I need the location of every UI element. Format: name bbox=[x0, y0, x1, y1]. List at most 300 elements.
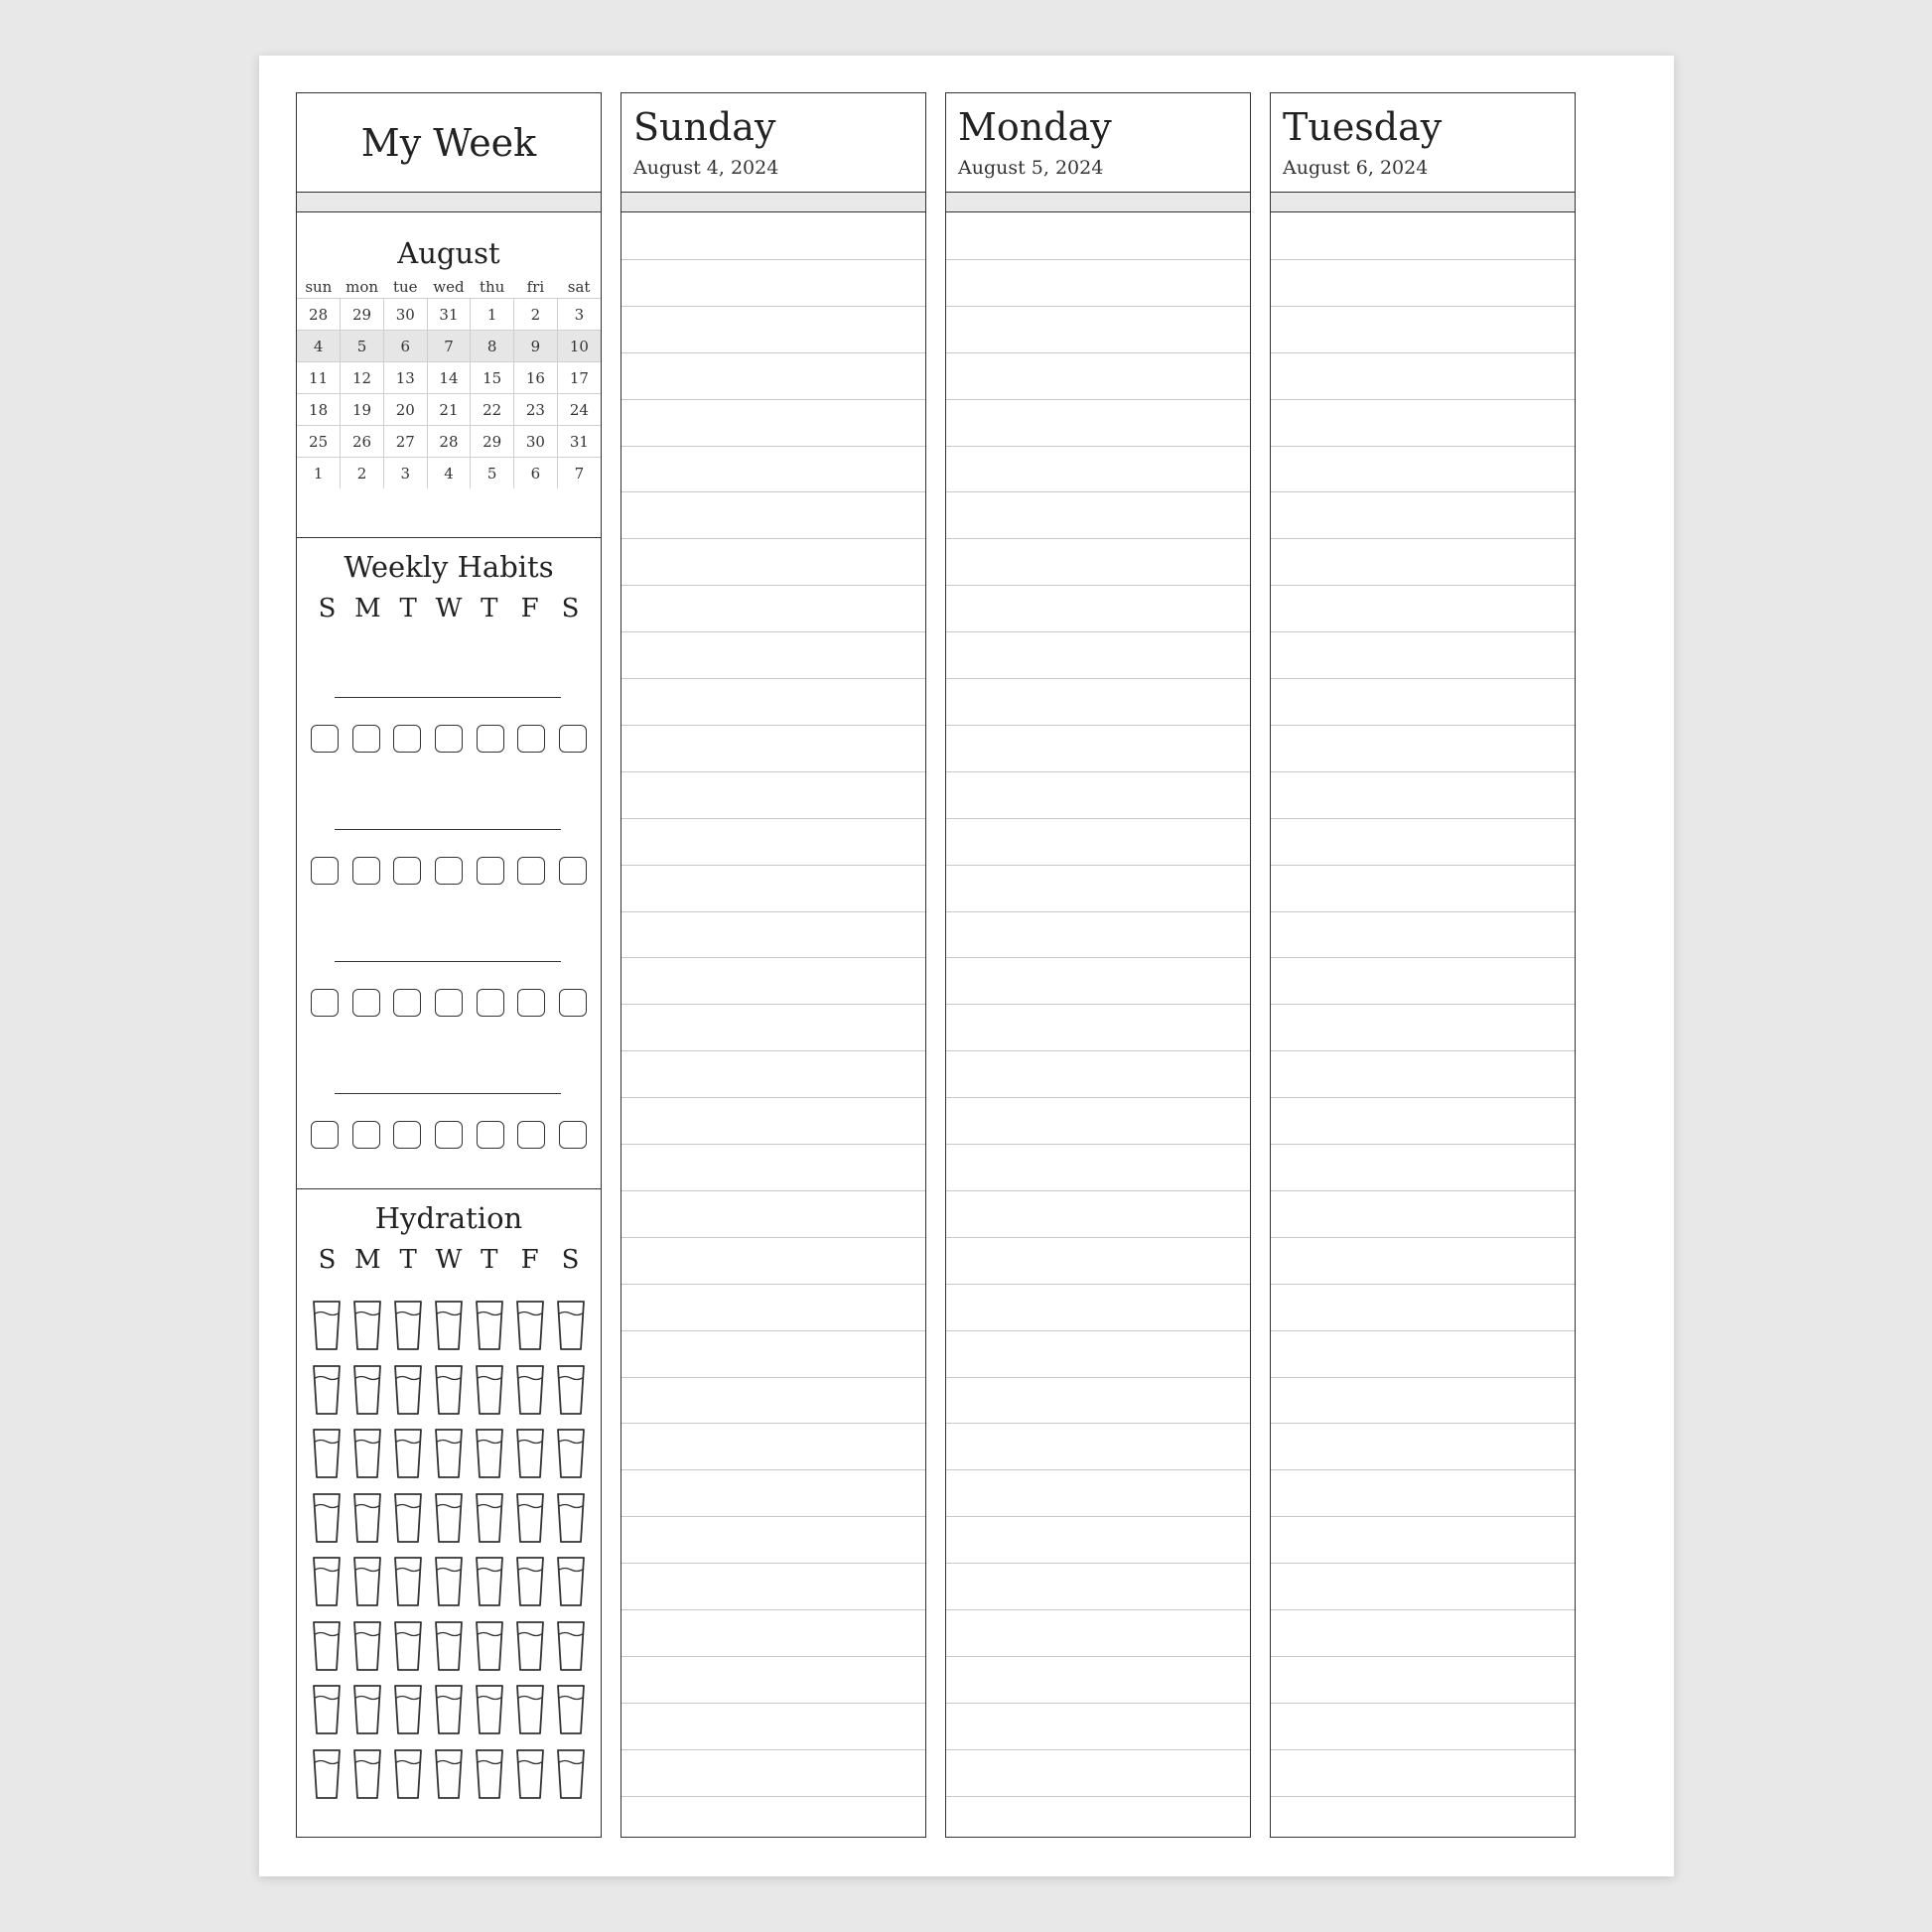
day-header bbox=[946, 93, 1250, 193]
writing-line bbox=[621, 865, 925, 866]
writing-line bbox=[621, 399, 925, 400]
hydration-glass-row bbox=[311, 1684, 587, 1735]
calendar-day: 24 bbox=[557, 394, 601, 426]
writing-line bbox=[946, 678, 1250, 679]
habit-checkbox-row bbox=[311, 989, 587, 1017]
writing-line bbox=[946, 1097, 1250, 1098]
day-name: Tuesday bbox=[1283, 105, 1443, 149]
writing-line bbox=[1271, 1330, 1575, 1331]
writing-line bbox=[946, 399, 1250, 400]
hydration-glass-row bbox=[311, 1300, 587, 1351]
calendar-week-row bbox=[297, 426, 601, 458]
writing-line bbox=[1271, 1284, 1575, 1285]
sidebar-column bbox=[296, 92, 602, 1838]
writing-line bbox=[1271, 678, 1575, 679]
calendar-day: 30 bbox=[383, 299, 427, 331]
habit-checkbox[interactable] bbox=[517, 1121, 545, 1149]
writing-line bbox=[946, 538, 1250, 539]
header-strip bbox=[297, 193, 601, 212]
writing-line bbox=[1271, 957, 1575, 958]
header-strip bbox=[946, 193, 1250, 212]
writing-line bbox=[1271, 1563, 1575, 1564]
calendar-day: 29 bbox=[471, 426, 514, 458]
writing-line bbox=[946, 1469, 1250, 1470]
day-name: Sunday bbox=[633, 105, 776, 149]
water-glass-icon[interactable] bbox=[392, 1684, 424, 1735]
habit-checkbox[interactable] bbox=[352, 989, 380, 1017]
water-glass-icon[interactable] bbox=[351, 1364, 383, 1416]
calendar-week-row bbox=[297, 394, 601, 426]
writing-line bbox=[1271, 865, 1575, 866]
calendar-day: 6 bbox=[514, 458, 558, 489]
writing-line bbox=[621, 1190, 925, 1191]
calendar-day: 20 bbox=[383, 394, 427, 426]
writing-line bbox=[946, 818, 1250, 819]
writing-line bbox=[946, 957, 1250, 958]
calendar-weekday: thu bbox=[479, 278, 505, 296]
water-glass-icon[interactable] bbox=[392, 1748, 424, 1800]
habit-checkbox[interactable] bbox=[352, 1121, 380, 1149]
writing-line bbox=[1271, 1749, 1575, 1750]
water-glass-icon[interactable] bbox=[392, 1492, 424, 1544]
water-glass-icon[interactable] bbox=[514, 1556, 546, 1607]
writing-line bbox=[946, 1330, 1250, 1331]
day-column-monday bbox=[945, 92, 1251, 1838]
habit-checkbox[interactable] bbox=[517, 857, 545, 885]
writing-line bbox=[946, 1377, 1250, 1378]
water-glass-icon[interactable] bbox=[433, 1364, 465, 1416]
day-name: Monday bbox=[958, 105, 1112, 149]
hydration-glass-row bbox=[311, 1428, 587, 1479]
water-glass-icon[interactable] bbox=[433, 1620, 465, 1672]
calendar-weekday: wed bbox=[433, 278, 465, 296]
water-glass-icon[interactable] bbox=[514, 1684, 546, 1735]
writing-line bbox=[946, 259, 1250, 260]
calendar-day: 5 bbox=[341, 331, 384, 362]
hydration-glass-row bbox=[311, 1492, 587, 1544]
writing-line bbox=[946, 446, 1250, 447]
water-glass-icon[interactable] bbox=[433, 1428, 465, 1479]
writing-line bbox=[621, 446, 925, 447]
water-glass-icon[interactable] bbox=[474, 1492, 505, 1544]
day-date: August 4, 2024 bbox=[633, 157, 779, 179]
calendar-day: 1 bbox=[297, 458, 341, 489]
water-glass-icon[interactable] bbox=[351, 1492, 383, 1544]
writing-line bbox=[621, 1097, 925, 1098]
water-glass-icon[interactable] bbox=[433, 1684, 465, 1735]
calendar-day: 3 bbox=[557, 299, 601, 331]
day-letter: M bbox=[354, 594, 381, 623]
writing-line bbox=[1271, 259, 1575, 260]
water-glass-icon[interactable] bbox=[392, 1300, 424, 1351]
writing-line bbox=[946, 1237, 1250, 1238]
habit-checkbox[interactable] bbox=[435, 725, 463, 753]
water-glass-icon[interactable] bbox=[392, 1364, 424, 1416]
calendar-day: 31 bbox=[427, 299, 471, 331]
writing-line bbox=[946, 1656, 1250, 1657]
writing-line bbox=[946, 585, 1250, 586]
calendar-day: 28 bbox=[427, 426, 471, 458]
habit-checkbox[interactable] bbox=[311, 725, 339, 753]
habit-checkbox[interactable] bbox=[352, 857, 380, 885]
water-glass-icon[interactable] bbox=[474, 1748, 505, 1800]
writing-line bbox=[1271, 1050, 1575, 1051]
writing-line bbox=[1271, 538, 1575, 539]
hydration-title: Hydration bbox=[374, 1201, 523, 1235]
writing-line bbox=[621, 1144, 925, 1145]
writing-line bbox=[621, 1004, 925, 1005]
hydration-glass-row bbox=[311, 1748, 587, 1800]
writing-line bbox=[1271, 491, 1575, 492]
calendar-day: 26 bbox=[341, 426, 384, 458]
calendar-day: 8 bbox=[471, 331, 514, 362]
habit-name-line[interactable] bbox=[335, 1093, 561, 1094]
writing-line bbox=[1271, 399, 1575, 400]
water-glass-icon[interactable] bbox=[351, 1300, 383, 1351]
calendar-day: 4 bbox=[427, 458, 471, 489]
writing-line bbox=[946, 725, 1250, 726]
writing-line bbox=[621, 1469, 925, 1470]
habit-name-line[interactable] bbox=[335, 697, 561, 698]
day-letter: W bbox=[435, 594, 463, 623]
habit-checkbox-row bbox=[311, 857, 587, 885]
water-glass-icon[interactable] bbox=[474, 1428, 505, 1479]
calendar-day: 19 bbox=[341, 394, 384, 426]
writing-line bbox=[621, 1609, 925, 1610]
water-glass-icon[interactable] bbox=[474, 1684, 505, 1735]
writing-line bbox=[621, 1377, 925, 1378]
writing-line bbox=[621, 1563, 925, 1564]
calendar-day: 16 bbox=[514, 362, 558, 394]
day-date: August 5, 2024 bbox=[958, 157, 1104, 179]
day-letter: S bbox=[318, 1245, 337, 1275]
writing-line bbox=[1271, 1609, 1575, 1610]
weekly-habits bbox=[297, 538, 601, 1189]
habit-checkbox-row bbox=[311, 725, 587, 753]
day-letter: T bbox=[399, 1245, 417, 1275]
writing-line bbox=[621, 538, 925, 539]
day-letter: T bbox=[481, 1245, 498, 1275]
writing-line bbox=[621, 957, 925, 958]
water-glass-icon[interactable] bbox=[311, 1364, 343, 1416]
habit-checkbox[interactable] bbox=[517, 725, 545, 753]
calendar-day: 2 bbox=[341, 458, 384, 489]
day-letter: W bbox=[435, 1245, 463, 1275]
writing-line bbox=[946, 1050, 1250, 1051]
writing-line bbox=[1271, 771, 1575, 772]
writing-line bbox=[621, 771, 925, 772]
habit-checkbox[interactable] bbox=[435, 1121, 463, 1149]
writing-line bbox=[1271, 585, 1575, 586]
writing-line bbox=[1271, 1796, 1575, 1797]
writing-line bbox=[946, 352, 1250, 353]
day-column-sunday bbox=[621, 92, 926, 1838]
header-strip bbox=[1271, 193, 1575, 212]
calendar-day: 11 bbox=[297, 362, 341, 394]
writing-lines bbox=[946, 212, 1250, 1837]
writing-line bbox=[1271, 306, 1575, 307]
calendar-day: 23 bbox=[514, 394, 558, 426]
writing-line bbox=[621, 1050, 925, 1051]
calendar-weekday: tue bbox=[392, 278, 418, 296]
planner-page bbox=[259, 56, 1674, 1876]
writing-line bbox=[946, 1284, 1250, 1285]
calendar-day: 10 bbox=[557, 331, 601, 362]
water-glass-icon[interactable] bbox=[311, 1748, 343, 1800]
hydration-glass-row bbox=[311, 1364, 587, 1416]
writing-line bbox=[621, 631, 925, 632]
habit-checkbox[interactable] bbox=[559, 857, 587, 885]
water-glass-icon[interactable] bbox=[514, 1620, 546, 1672]
writing-line bbox=[1271, 818, 1575, 819]
water-glass-icon[interactable] bbox=[433, 1300, 465, 1351]
habit-checkbox[interactable] bbox=[559, 725, 587, 753]
writing-line bbox=[1271, 1656, 1575, 1657]
writing-line bbox=[946, 1423, 1250, 1424]
calendar-day: 12 bbox=[341, 362, 384, 394]
water-glass-icon[interactable] bbox=[555, 1492, 587, 1544]
habit-checkbox[interactable] bbox=[311, 1121, 339, 1149]
writing-line bbox=[946, 1749, 1250, 1750]
writing-line bbox=[1271, 725, 1575, 726]
writing-line bbox=[1271, 1190, 1575, 1191]
water-glass-icon[interactable] bbox=[555, 1684, 587, 1735]
water-glass-icon[interactable] bbox=[514, 1364, 546, 1416]
writing-line bbox=[1271, 352, 1575, 353]
calendar-weekday: fri bbox=[526, 278, 545, 296]
writing-line bbox=[946, 1609, 1250, 1610]
calendar-day: 21 bbox=[427, 394, 471, 426]
calendar-day: 25 bbox=[297, 426, 341, 458]
writing-line bbox=[621, 352, 925, 353]
water-glass-icon[interactable] bbox=[311, 1556, 343, 1607]
writing-line bbox=[621, 306, 925, 307]
day-column-tuesday bbox=[1270, 92, 1576, 1838]
writing-line bbox=[621, 585, 925, 586]
habit-checkbox[interactable] bbox=[477, 857, 504, 885]
hydration-glass-row bbox=[311, 1620, 587, 1672]
calendar-day: 30 bbox=[514, 426, 558, 458]
water-glass-icon[interactable] bbox=[514, 1428, 546, 1479]
calendar-day: 13 bbox=[383, 362, 427, 394]
habit-checkbox[interactable] bbox=[435, 857, 463, 885]
calendar-month: August bbox=[397, 236, 500, 270]
water-glass-icon[interactable] bbox=[311, 1684, 343, 1735]
day-date: August 6, 2024 bbox=[1283, 157, 1429, 179]
habit-checkbox[interactable] bbox=[393, 857, 421, 885]
writing-line bbox=[946, 911, 1250, 912]
day-letter: T bbox=[481, 594, 498, 623]
sidebar-header bbox=[297, 93, 601, 193]
water-glass-icon[interactable] bbox=[555, 1300, 587, 1351]
water-glass-icon[interactable] bbox=[555, 1620, 587, 1672]
writing-line bbox=[946, 1563, 1250, 1564]
calendar-week-row bbox=[297, 331, 601, 362]
water-glass-icon[interactable] bbox=[311, 1428, 343, 1479]
writing-line bbox=[1271, 446, 1575, 447]
calendar-weekday: mon bbox=[345, 278, 379, 296]
water-glass-icon[interactable] bbox=[474, 1364, 505, 1416]
water-glass-icon[interactable] bbox=[514, 1492, 546, 1544]
calendar-week-row bbox=[297, 362, 601, 394]
page-title: My Week bbox=[360, 121, 537, 165]
water-glass-icon[interactable] bbox=[351, 1748, 383, 1800]
writing-line bbox=[621, 491, 925, 492]
calendar-day: 9 bbox=[514, 331, 558, 362]
water-glass-icon[interactable] bbox=[311, 1300, 343, 1351]
water-glass-icon[interactable] bbox=[351, 1556, 383, 1607]
writing-line bbox=[946, 306, 1250, 307]
calendar-day: 27 bbox=[383, 426, 427, 458]
writing-line bbox=[621, 1516, 925, 1517]
writing-line bbox=[621, 1796, 925, 1797]
calendar-day: 15 bbox=[471, 362, 514, 394]
day-letter: S bbox=[561, 1245, 580, 1275]
habit-checkbox[interactable] bbox=[393, 989, 421, 1017]
day-letter: T bbox=[399, 594, 417, 623]
header-strip bbox=[621, 193, 925, 212]
writing-line bbox=[621, 1703, 925, 1704]
writing-line bbox=[946, 1004, 1250, 1005]
calendar-day: 2 bbox=[514, 299, 558, 331]
calendar-day: 1 bbox=[471, 299, 514, 331]
writing-line bbox=[621, 818, 925, 819]
calendar-day: 3 bbox=[383, 458, 427, 489]
writing-line bbox=[1271, 1516, 1575, 1517]
day-letter: M bbox=[354, 1245, 381, 1275]
water-glass-icon[interactable] bbox=[433, 1556, 465, 1607]
writing-line bbox=[621, 259, 925, 260]
calendar-day: 7 bbox=[427, 331, 471, 362]
water-glass-icon[interactable] bbox=[392, 1620, 424, 1672]
water-glass-icon[interactable] bbox=[351, 1684, 383, 1735]
calendar-day: 22 bbox=[471, 394, 514, 426]
writing-line bbox=[1271, 1144, 1575, 1145]
writing-line bbox=[946, 491, 1250, 492]
writing-line bbox=[946, 1796, 1250, 1797]
habit-checkbox[interactable] bbox=[477, 1121, 504, 1149]
mini-calendar bbox=[297, 212, 601, 538]
writing-line bbox=[946, 865, 1250, 866]
calendar-day: 18 bbox=[297, 394, 341, 426]
water-glass-icon[interactable] bbox=[311, 1492, 343, 1544]
water-glass-icon[interactable] bbox=[474, 1620, 505, 1672]
writing-line bbox=[1271, 1377, 1575, 1378]
calendar-weekday: sat bbox=[567, 278, 591, 296]
habit-checkbox[interactable] bbox=[477, 989, 504, 1017]
habit-name-line[interactable] bbox=[335, 961, 561, 962]
calendar-day: 31 bbox=[557, 426, 601, 458]
writing-line bbox=[1271, 1469, 1575, 1470]
writing-line bbox=[1271, 911, 1575, 912]
calendar-week-row bbox=[297, 299, 601, 331]
calendar-weekday: sun bbox=[305, 278, 333, 296]
calendar-day: 7 bbox=[557, 458, 601, 489]
day-letter: S bbox=[561, 594, 580, 623]
writing-line bbox=[621, 911, 925, 912]
water-glass-icon[interactable] bbox=[392, 1556, 424, 1607]
calendar-day: 5 bbox=[471, 458, 514, 489]
habit-checkbox[interactable] bbox=[311, 857, 339, 885]
habits-title: Weekly Habits bbox=[344, 550, 554, 584]
writing-lines bbox=[1271, 212, 1575, 1837]
habit-checkbox[interactable] bbox=[311, 989, 339, 1017]
water-glass-icon[interactable] bbox=[514, 1300, 546, 1351]
water-glass-icon[interactable] bbox=[433, 1748, 465, 1800]
habit-checkbox[interactable] bbox=[435, 989, 463, 1017]
writing-line bbox=[621, 1330, 925, 1331]
water-glass-icon[interactable] bbox=[555, 1364, 587, 1416]
habit-checkbox[interactable] bbox=[393, 725, 421, 753]
water-glass-icon[interactable] bbox=[555, 1428, 587, 1479]
habits-day-labels bbox=[311, 594, 587, 623]
writing-line bbox=[621, 1237, 925, 1238]
water-glass-icon[interactable] bbox=[351, 1620, 383, 1672]
habit-checkbox[interactable] bbox=[559, 989, 587, 1017]
writing-line bbox=[946, 1144, 1250, 1145]
hydration-tracker bbox=[297, 1189, 601, 1837]
writing-line bbox=[1271, 1004, 1575, 1005]
day-letter: F bbox=[520, 1245, 539, 1275]
writing-lines bbox=[621, 212, 925, 1837]
calendar-day: 28 bbox=[297, 299, 341, 331]
habit-checkbox-row bbox=[311, 1121, 587, 1149]
hydration-glass-row bbox=[311, 1556, 587, 1607]
writing-line bbox=[621, 1656, 925, 1657]
writing-line bbox=[621, 725, 925, 726]
calendar-grid bbox=[297, 276, 601, 488]
writing-line bbox=[621, 1749, 925, 1750]
writing-line bbox=[946, 771, 1250, 772]
habit-checkbox[interactable] bbox=[393, 1121, 421, 1149]
writing-line bbox=[1271, 631, 1575, 632]
habit-checkbox[interactable] bbox=[477, 725, 504, 753]
day-header bbox=[1271, 93, 1575, 193]
day-letter: S bbox=[318, 594, 337, 623]
habit-name-line[interactable] bbox=[335, 829, 561, 830]
calendar-day: 29 bbox=[341, 299, 384, 331]
water-glass-icon[interactable] bbox=[555, 1556, 587, 1607]
hydration-day-labels bbox=[311, 1245, 587, 1275]
calendar-week-row bbox=[297, 458, 601, 489]
writing-line bbox=[946, 1516, 1250, 1517]
water-glass-icon[interactable] bbox=[514, 1748, 546, 1800]
water-glass-icon[interactable] bbox=[392, 1428, 424, 1479]
writing-line bbox=[621, 1423, 925, 1424]
habit-checkbox[interactable] bbox=[559, 1121, 587, 1149]
writing-line bbox=[946, 1703, 1250, 1704]
writing-line bbox=[1271, 1423, 1575, 1424]
writing-line bbox=[1271, 1097, 1575, 1098]
day-header bbox=[621, 93, 925, 193]
calendar-day: 6 bbox=[383, 331, 427, 362]
water-glass-icon[interactable] bbox=[555, 1748, 587, 1800]
writing-line bbox=[621, 1284, 925, 1285]
habit-checkbox[interactable] bbox=[517, 989, 545, 1017]
writing-line bbox=[946, 631, 1250, 632]
writing-line bbox=[1271, 1703, 1575, 1704]
water-glass-icon[interactable] bbox=[311, 1620, 343, 1672]
habit-checkbox[interactable] bbox=[352, 725, 380, 753]
day-letter: F bbox=[520, 594, 539, 623]
water-glass-icon[interactable] bbox=[433, 1492, 465, 1544]
water-glass-icon[interactable] bbox=[474, 1300, 505, 1351]
writing-line bbox=[621, 678, 925, 679]
calendar-day: 4 bbox=[297, 331, 341, 362]
water-glass-icon[interactable] bbox=[474, 1556, 505, 1607]
writing-line bbox=[946, 1190, 1250, 1191]
water-glass-icon[interactable] bbox=[351, 1428, 383, 1479]
